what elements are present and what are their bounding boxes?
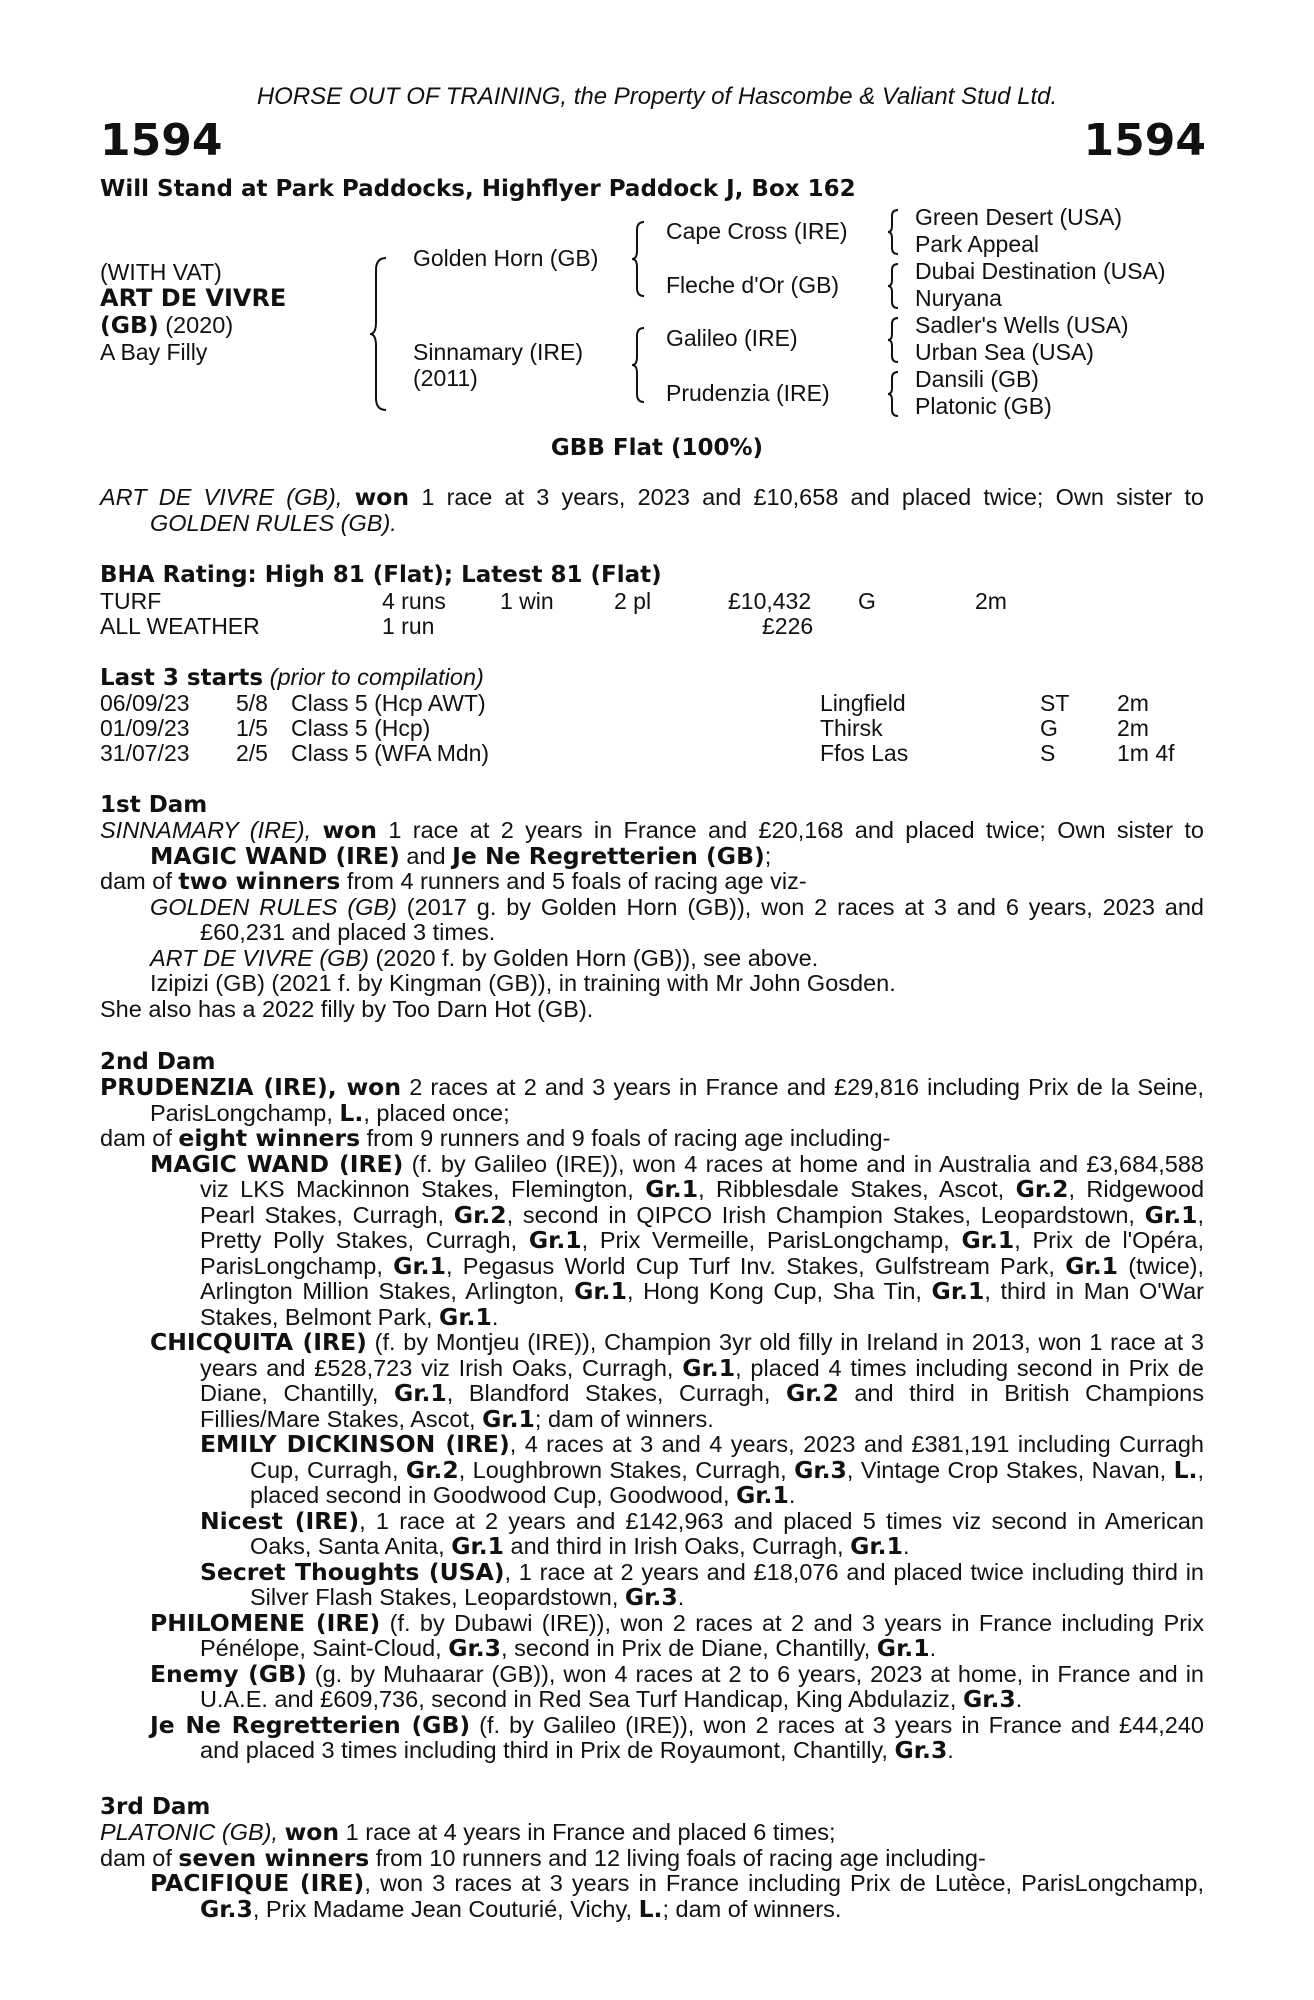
text-run: , Hong Kong Cup, Sha Tin, (626, 1278, 932, 1304)
second-dam-section (100, 1075, 1204, 1764)
dam-name: SINNAMARY (IRE), (100, 817, 312, 843)
rating-runs: 4 runs (382, 588, 446, 614)
start-going: ST (1040, 690, 1070, 716)
text-run: . (947, 1737, 954, 1763)
text-run: , Prix Vermeille, ParisLongchamp, (581, 1227, 962, 1253)
text-run: . (929, 1635, 937, 1661)
first-dam-summary (100, 818, 1204, 869)
produce-emily-dickinson (100, 1432, 1204, 1509)
won-label: won (284, 1818, 340, 1846)
produce-art-de-vivre (100, 946, 1204, 972)
bold-run: Nicest (IRE) (200, 1506, 360, 1535)
runners-text: from 4 runners and 5 foals of racing age viz- (340, 868, 807, 894)
winners-count: eight winners (178, 1124, 361, 1152)
sister-text: to (1184, 817, 1205, 843)
text-run: , second in QIPCO Irish Champion Stakes, Leopardstown, (506, 1201, 1145, 1228)
first-dam-section (100, 818, 1204, 1022)
brace-ggp-2 (886, 262, 902, 310)
ggp-2: Park Appeal (915, 231, 1040, 257)
rating-going: G (858, 588, 876, 614)
sibling-name: Je Ne Regretterien (GB) (452, 841, 765, 870)
text-run: , Ribblesdale Stakes, Ascot, (698, 1176, 1016, 1202)
bold-run: Gr.1 (393, 1251, 446, 1280)
brace-ggp-3 (886, 316, 902, 364)
third-dam-summary (100, 1820, 1204, 1846)
rating-wins: 1 win (500, 588, 554, 614)
start-course: Ffos Las (820, 740, 909, 766)
vat-note: (WITH VAT) (100, 259, 222, 285)
rating-runs: 1 run (382, 613, 435, 639)
text-run: , Loughbrown Stakes, Curragh, (458, 1456, 795, 1483)
bold-run: CHICQUITA (IRE) (150, 1328, 367, 1356)
bold-run: Gr.3 (894, 1736, 948, 1764)
text-run: , Blandford Stakes, Curragh, (446, 1380, 786, 1406)
bold-run: Gr.3 (200, 1894, 253, 1923)
bold-run: Enemy (GB) (150, 1659, 307, 1688)
rating-dist: 2m (975, 588, 1007, 614)
lot-number-right: 1594 (1083, 115, 1206, 166)
dam-record: 1 race at 2 years in France and £20,168 and placed twice; Own sister (377, 817, 1174, 843)
start-date: 01/09/23 (100, 715, 190, 741)
start-race: Class 5 (WFA Mdn) (291, 740, 490, 766)
start-position: 1/5 (236, 715, 268, 741)
bold-run: Gr.1 (850, 1532, 903, 1560)
produce-record: (2020 f. by Golden Horn (GB)), see above. (368, 944, 819, 971)
start-distance: 2m (1117, 690, 1149, 716)
bold-run: Gr.3 (962, 1685, 1016, 1713)
text-run: and third in Irish Oaks, Curragh, (504, 1533, 851, 1559)
dam-name: PRUDENZIA (IRE), won (100, 1073, 402, 1101)
rating-placed: 2 pl (614, 588, 652, 614)
sire-dam: Fleche d'Or (GB) (666, 272, 840, 298)
bold-run: Gr.1 (482, 1404, 535, 1433)
won-label: won (322, 816, 378, 844)
dam-name: PLATONIC (GB), (100, 1819, 279, 1845)
third-dam-section (100, 1820, 1204, 1922)
sire: Golden Horn (GB) (413, 245, 599, 271)
bold-run: Gr.1 (451, 1532, 504, 1560)
summary-horse: ART DE VIVRE (GB), (100, 484, 343, 510)
dam-record-end: , placed once; (363, 1099, 510, 1126)
rating-surface: TURF (100, 588, 162, 614)
bold-run: MAGIC WAND (IRE) (150, 1149, 404, 1178)
ggp-8: Platonic (GB) (915, 393, 1052, 419)
ggp-7: Dansili (GB) (915, 366, 1039, 392)
dam-record: 1 race at 4 years in France and placed 6 times; (339, 1819, 836, 1845)
produce-2022-filly: She also has a 2022 filly by Too Darn Hot (GB). (100, 995, 594, 1022)
start-position: 2/5 (236, 740, 268, 766)
ggp-3: Dubai Destination (USA) (915, 258, 1166, 284)
second-dam-heading: 2nd Dam (100, 1049, 216, 1075)
sire-sire: Cape Cross (IRE) (666, 218, 848, 244)
text-run: (f. by Montjeu (IRE)), Champion 3yr old filly in Ireland in 2013, won 1 race at 3 years and £528,723 viz Irish Oaks, Curragh, (200, 1329, 1205, 1381)
bold-run: Gr.1 (682, 1353, 736, 1382)
start-course: Lingfield (820, 690, 906, 716)
page-header: HORSE OUT OF TRAINING, the Property of Hascombe & Valiant Stud Ltd. (256, 83, 1058, 110)
produce-je-ne-regretterien (100, 1710, 1204, 1764)
last-starts-note: (prior to compilation) (269, 664, 484, 690)
brace-dam (630, 326, 648, 404)
punctuation: ; (764, 842, 772, 869)
gbb-status: GBB Flat (100%) (550, 435, 764, 461)
text-run: , third in Man O'War Stakes, Belmont Park, (200, 1278, 1204, 1330)
bold-run: PHILOMENE (IRE) (150, 1608, 381, 1637)
ggp-5: Sadler's Wells (USA) (915, 312, 1129, 338)
produce-golden-rules (100, 895, 1204, 946)
winners-count: seven winners (178, 1843, 370, 1872)
dam-of-text: dam of (100, 1125, 179, 1151)
text-run: ; dam of winners. (662, 1895, 842, 1922)
horse-description: A Bay Filly (100, 339, 208, 365)
text-run: . (1015, 1686, 1023, 1712)
text-run: . (677, 1584, 685, 1610)
text-run: . (788, 1482, 796, 1508)
bold-run: Gr.2 (1015, 1175, 1069, 1203)
start-race: Class 5 (Hcp) (291, 715, 431, 741)
summary-sister: GOLDEN RULES (GB). (150, 509, 397, 536)
text-run: (f. by Galileo (IRE)), won 2 races at 3 years in France and £44,240 and placed 3 times including third in Prix de Royaumont, Chantilly, (200, 1711, 1204, 1763)
last-starts-title: Last 3 starts (100, 665, 264, 691)
text-run: , Prix de l'Opéra, ParisLongchamp, (200, 1227, 1204, 1279)
lot-number-left: 1594 (100, 115, 223, 166)
bold-run: PACIFIQUE (IRE) (150, 1869, 365, 1897)
text-run: , second in Prix de Diane, Chantilly, (501, 1635, 877, 1661)
text-run: . (491, 1303, 499, 1330)
text-run: , Pretty Polly Stakes, Curragh, (200, 1201, 1205, 1253)
ggp-6: Urban Sea (USA) (915, 339, 1094, 365)
bold-run: L. (638, 1894, 663, 1923)
sibling-name: MAGIC WAND (IRE) (150, 841, 400, 870)
produce-name: ART DE VIVRE (GB) (150, 944, 369, 971)
bold-run: L. (1173, 1455, 1198, 1484)
start-course: Thirsk (820, 715, 883, 741)
text-run: (g. by Muhaarar (GB)), won 4 races at 2 to 6 years, 2023 at home, in France and in U.A.E. and £609,736, second in Red Sea Turf Handicap, King Abdulaziz, (200, 1660, 1204, 1712)
bold-run: Gr.3 (794, 1455, 847, 1484)
dam-year: (2011) (413, 365, 478, 391)
summary-won: won (354, 483, 410, 511)
dam-of-text: dam of (100, 1844, 179, 1871)
start-going: S (1040, 740, 1056, 766)
bold-run: Gr.3 (448, 1634, 502, 1662)
horse-year: (2020) (165, 312, 234, 338)
bold-run: Gr.1 (961, 1226, 1015, 1254)
text-run: and third in British Champions Fillies/Mare Stakes, Ascot, (200, 1380, 1204, 1432)
bold-run: Secret Thoughts (USA) (200, 1557, 505, 1586)
dam-sire: Galileo (IRE) (666, 325, 798, 351)
start-distance: 2m (1117, 715, 1149, 741)
text-run: , 1 race at 2 years and £142,963 and placed 5 times viz second in American Oaks, Santa Anita, (250, 1507, 1204, 1559)
produce-enemy (100, 1659, 1204, 1713)
runners-text: from 10 runners and 12 living foals of racing age including- (369, 1844, 986, 1871)
and-text: and (399, 842, 453, 869)
bold-run: Gr.1 (931, 1277, 985, 1305)
produce-secret-thoughts (100, 1557, 1204, 1611)
text-run: , Pegasus World Cup Turf Inv. Stakes, Gulfstream Park, (445, 1252, 1066, 1279)
brace-main (368, 256, 392, 412)
produce-pacifique (100, 1871, 1204, 1922)
brace-ggp-4 (886, 370, 902, 418)
produce-record: (2017 g. by Golden Horn (GB)), won 2 races at 3 and 6 years, 2023 and £60,231 and placed 3 times. (200, 893, 1204, 945)
dam-of-text: dam of (100, 868, 179, 894)
rating-prize: £226 (762, 613, 814, 639)
bold-run: Gr.2 (405, 1455, 459, 1484)
bold-run: Gr.1 (439, 1302, 492, 1331)
bold-run: Gr.1 (876, 1634, 930, 1662)
text-run: . (902, 1533, 910, 1559)
race-summary (100, 485, 1204, 536)
first-dam-produce (100, 869, 1204, 895)
produce-magic-wand (100, 1149, 1205, 1331)
start-going: G (1040, 715, 1058, 741)
produce-nicest (100, 1506, 1204, 1560)
rating-surface: ALL WEATHER (100, 613, 260, 639)
bold-run: EMILY DICKINSON (IRE) (200, 1430, 510, 1458)
text-run: , Ridgewood Pearl Stakes, Curragh, (200, 1176, 1205, 1228)
start-date: 06/09/23 (100, 690, 190, 716)
start-date: 31/07/23 (100, 740, 190, 766)
horse-country: (GB) (100, 311, 159, 339)
rating-prize: £10,432 (728, 588, 812, 614)
produce-name: GOLDEN RULES (GB) (150, 893, 397, 920)
bold-run: Gr.2 (785, 1379, 839, 1407)
produce-chicquita (100, 1330, 1204, 1432)
brace-sire (630, 220, 648, 298)
start-distance: 1m 4f (1117, 740, 1175, 766)
dam: Sinnamary (IRE) (413, 339, 583, 365)
runners-text: from 9 runners and 9 foals of racing age including- (360, 1125, 891, 1151)
dam-dam: Prudenzia (IRE) (666, 380, 830, 406)
start-position: 5/8 (236, 690, 268, 716)
bold-run: Gr.1 (574, 1277, 627, 1305)
produce-izipizi: Izipizi (GB) (2021 f. by Kingman (GB)), in training with Mr John Gosden. (150, 970, 896, 996)
bha-rating: BHA Rating: High 81 (Flat); Latest 81 (Flat) (100, 562, 662, 588)
second-dam-summary (100, 1075, 1204, 1126)
stand-location: Will Stand at Park Paddocks, Highflyer Paddock J, Box 162 (100, 176, 856, 202)
ggp-1: Green Desert (USA) (915, 204, 1123, 230)
brace-ggp-1 (886, 208, 902, 256)
bold-run: Gr.3 (624, 1583, 678, 1611)
produce-philomene (100, 1608, 1204, 1662)
text-run: , Prix Madame Jean Couturié, Vichy, (252, 1895, 639, 1922)
bold-run: Gr.1 (1065, 1251, 1118, 1280)
text-run: (f. by Dubawi (IRE)), won 2 races at 2 and 3 years in France including Prix Pénélope, Saint-Cloud, (200, 1609, 1204, 1661)
bold-run: Gr.1 (736, 1481, 789, 1509)
first-dam-heading: 1st Dam (100, 792, 208, 818)
text-run: (twice), Arlington Million Stakes, Arlington, (200, 1252, 1204, 1304)
dam-record: 2 races at 2 and 3 years in France and £29,816 including Prix de la Seine, ParisLongchamp, (150, 1074, 1204, 1126)
bold-run: Gr.2 (453, 1200, 507, 1229)
text-run: , placed second in Goodwood Cup, Goodwood, (250, 1456, 1204, 1508)
summary-text: 1 race at 3 years, 2023 and £10,658 and placed twice; Own sister to (409, 484, 1204, 510)
text-run: ; dam of winners. (534, 1405, 714, 1432)
text-run: , placed 4 times including second in Prix de Diane, Chantilly, (200, 1354, 1204, 1406)
listed-label: L. (339, 1098, 364, 1127)
text-run: , 4 races at 3 and 4 years, 2023 and £381,191 including Curragh Cup, Curragh, (250, 1431, 1204, 1483)
third-dam-heading: 3rd Dam (100, 1794, 211, 1820)
third-dam-produce (100, 1843, 1204, 1872)
bold-run: Gr.1 (1144, 1200, 1198, 1229)
text-run: , Vintage Crop Stakes, Navan, (846, 1456, 1174, 1483)
text-run: , won 3 races at 3 years in France including Prix de Lutèce, ParisLongchamp, (364, 1870, 1204, 1896)
winners-count: two winners (178, 867, 341, 895)
start-race: Class 5 (Hcp AWT) (291, 690, 486, 716)
bold-run: Gr.1 (528, 1226, 582, 1254)
bold-run: Je Ne Regretterien (GB) (150, 1710, 471, 1739)
last-starts-heading (100, 665, 484, 692)
horse-origin (100, 313, 233, 339)
horse-name: ART DE VIVRE (100, 284, 287, 312)
text-run: (f. by Galileo (IRE)), won 4 races at home and in Australia and £3,684,588 viz LKS Mackinnon Stakes, Flemington, (200, 1150, 1204, 1202)
bold-run: Gr.1 (393, 1379, 447, 1407)
ggp-4: Nuryana (915, 285, 1002, 311)
second-dam-produce (100, 1126, 1204, 1152)
bold-run: Gr.1 (645, 1175, 699, 1203)
text-run: , 1 race at 2 years and £18,076 and placed twice including third in Silver Flash Stakes, Leopardstown, (250, 1558, 1204, 1610)
